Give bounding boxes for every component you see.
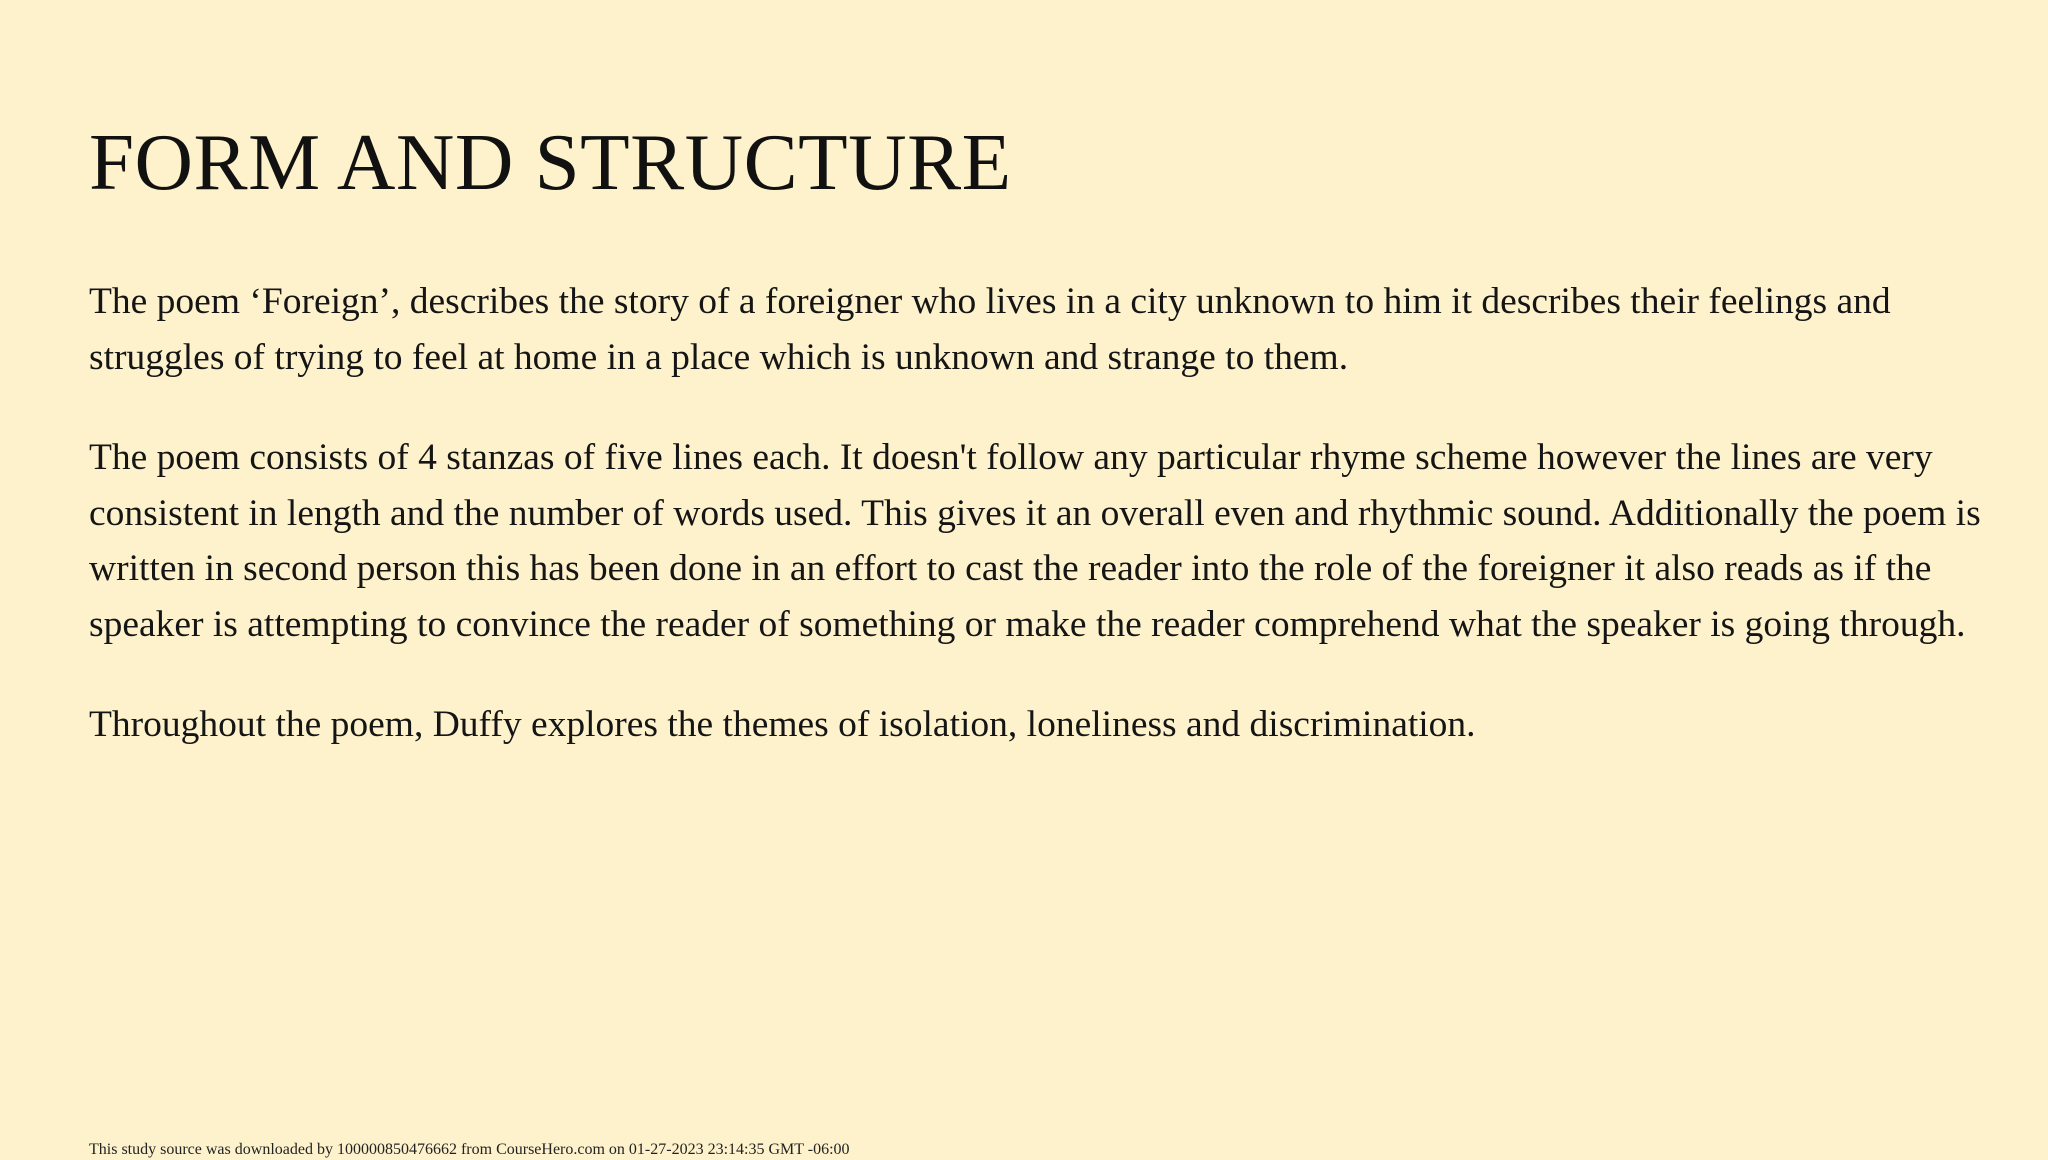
slide-title: FORM AND STRUCTURE bbox=[89, 117, 1012, 207]
paragraph-intro: The poem ‘Foreign’, describes the story of a foreigner who lives in a city unknown to him it describes their feelings and struggles of trying to feel at home in a place which is unknown and strange to them. bbox=[89, 281, 1891, 378]
source-footer: This study source was downloaded by 100000850476662 from CourseHero.com on 01-27-2023 23:14:35 GMT -06:00 bbox=[89, 1141, 850, 1158]
slide-body bbox=[89, 274, 2019, 798]
paragraph-structure: The poem consists of 4 stanzas of five lines each. It doesn't follow any particular rhyme scheme however the lines are very consistent in length and the number of words used. This gives it an overall even and rhythmic sound. Additionally the poem is written in second person this has been done in an effort to cast the reader into the role of the foreigner it also reads as if the speaker is attempting to convince the reader of something or make the reader comprehend what the speaker is going through. bbox=[89, 437, 1981, 645]
paragraph-themes: Throughout the poem, Duffy explores the themes of isolation, loneliness and discrimination. bbox=[89, 704, 1476, 745]
